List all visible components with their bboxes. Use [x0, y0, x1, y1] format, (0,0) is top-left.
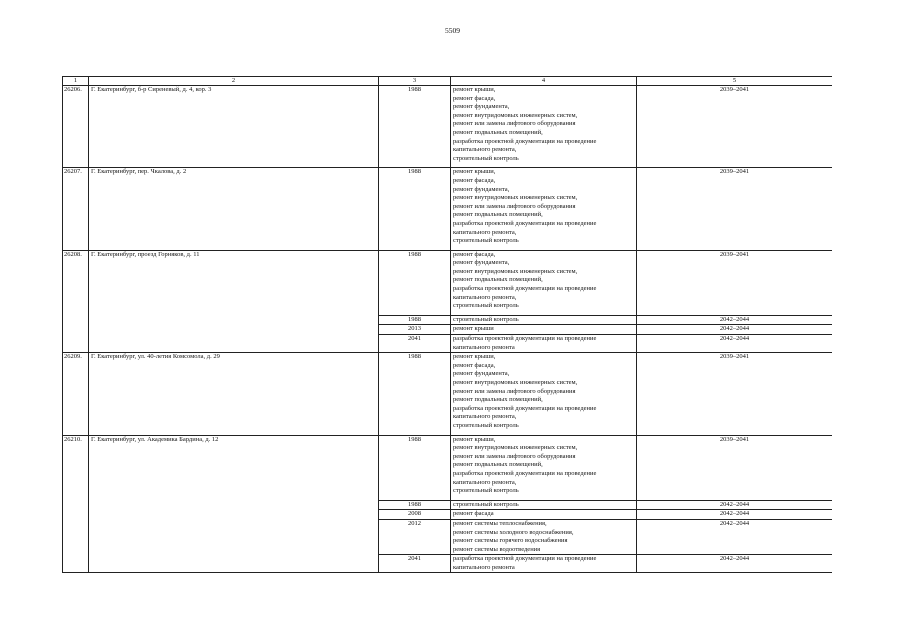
table-body	[63, 86, 833, 573]
planned-period-cell: 2039–2041	[637, 435, 833, 500]
year-cell: 2013	[379, 325, 451, 335]
works-list-cell: строительный контроль	[451, 500, 637, 510]
column-header-2: 2	[89, 77, 379, 86]
year-cell: 1988	[379, 168, 451, 250]
planned-period-cell: 2042–2044	[637, 519, 833, 554]
works-list-cell: ремонт крыши, ремонт фасада, ремонт фундамента, ремонт внутридомовых инженерных систем, ремонт или замена лифтового оборудования ремонт подвальных помещений, разработка проектной документации на проведение капитального ремонта, строительный контроль	[451, 168, 637, 250]
planned-period-cell: 2042–2044	[637, 555, 833, 573]
year-cell: 1988	[379, 250, 451, 315]
works-list-cell: ремонт крыши, ремонт фасада, ремонт фундамента, ремонт внутридомовых инженерных систем, ремонт или замена лифтового оборудования ремонт подвальных помещений, разработка проектной документации на проведение капитального ремонта, строительный контроль	[451, 353, 637, 435]
row-number: 26210.	[63, 435, 89, 573]
table-row	[63, 353, 833, 435]
page-number: 5509	[445, 26, 460, 35]
year-cell: 2012	[379, 519, 451, 554]
year-cell: 1988	[379, 315, 451, 325]
table-row	[63, 168, 833, 250]
works-list-cell: ремонт фасада	[451, 510, 637, 520]
table-row	[63, 250, 833, 315]
address-cell: Г. Екатеринбург, пер. Чкалова, д. 2	[89, 168, 379, 250]
works-list-cell: ремонт крыши, ремонт внутридомовых инженерных систем, ремонт или замена лифтового оборудования ремонт подвальных помещений, разработка проектной документации на проведение капитального ремонта, строительный контроль	[451, 435, 637, 500]
row-number: 26208.	[63, 250, 89, 353]
year-cell: 1988	[379, 435, 451, 500]
address-cell: Г. Екатеринбург, ул. 40-летия Комсомола, д. 29	[89, 353, 379, 435]
planned-period-cell: 2042–2044	[637, 335, 833, 353]
planned-period-cell: 2039–2041	[637, 86, 833, 168]
address-cell: Г. Екатеринбург, ул. Академика Бардина, д. 12	[89, 435, 379, 573]
year-cell: 1988	[379, 353, 451, 435]
row-number: 26207.	[63, 168, 89, 250]
planned-period-cell: 2042–2044	[637, 315, 833, 325]
works-list-cell: строительный контроль	[451, 315, 637, 325]
planned-period-cell: 2039–2041	[637, 250, 833, 315]
planned-period-cell: 2039–2041	[637, 168, 833, 250]
works-list-cell: разработка проектной документации на проведение капитального ремонта	[451, 555, 637, 573]
works-list-cell: ремонт фасада, ремонт фундамента, ремонт внутридомовых инженерных систем, ремонт подвальных помещений, разработка проектной документации на проведение капитального ремонта, строительный контроль	[451, 250, 637, 315]
year-cell: 2041	[379, 555, 451, 573]
year-cell: 2008	[379, 510, 451, 520]
works-list-cell: ремонт системы теплоснабжения, ремонт системы холодного водоснабжения, ремонт системы горячего водоснабжения ремонт системы водоотведения	[451, 519, 637, 554]
table-container	[62, 76, 832, 640]
year-cell: 1988	[379, 500, 451, 510]
planned-period-cell: 2042–2044	[637, 500, 833, 510]
works-list-cell: разработка проектной документации на проведение капитального ремонта	[451, 335, 637, 353]
column-header-4: 4	[451, 77, 637, 86]
year-cell: 1988	[379, 86, 451, 168]
planned-period-cell: 2042–2044	[637, 510, 833, 520]
address-cell: Г. Екатеринбург, б-р Сиреневый, д. 4, кор. 3	[89, 86, 379, 168]
works-list-cell: ремонт крыши	[451, 325, 637, 335]
capital-repair-table	[62, 76, 832, 573]
column-header-5: 5	[637, 77, 833, 86]
table-row	[63, 86, 833, 168]
column-number-row	[63, 77, 833, 86]
planned-period-cell: 2042–2044	[637, 325, 833, 335]
column-header-3: 3	[379, 77, 451, 86]
year-cell: 2041	[379, 335, 451, 353]
column-header-1: 1	[63, 77, 89, 86]
table-row	[63, 435, 833, 500]
row-number: 26209.	[63, 353, 89, 435]
works-list-cell: ремонт крыши, ремонт фасада, ремонт фундамента, ремонт внутридомовых инженерных систем, ремонт или замена лифтового оборудования ремонт подвальных помещений, разработка проектной документации на проведение капитального ремонта, строительный контроль	[451, 86, 637, 168]
row-number: 26206.	[63, 86, 89, 168]
planned-period-cell: 2039–2041	[637, 353, 833, 435]
address-cell: Г. Екатеринбург, проезд Горняков, д. 11	[89, 250, 379, 353]
